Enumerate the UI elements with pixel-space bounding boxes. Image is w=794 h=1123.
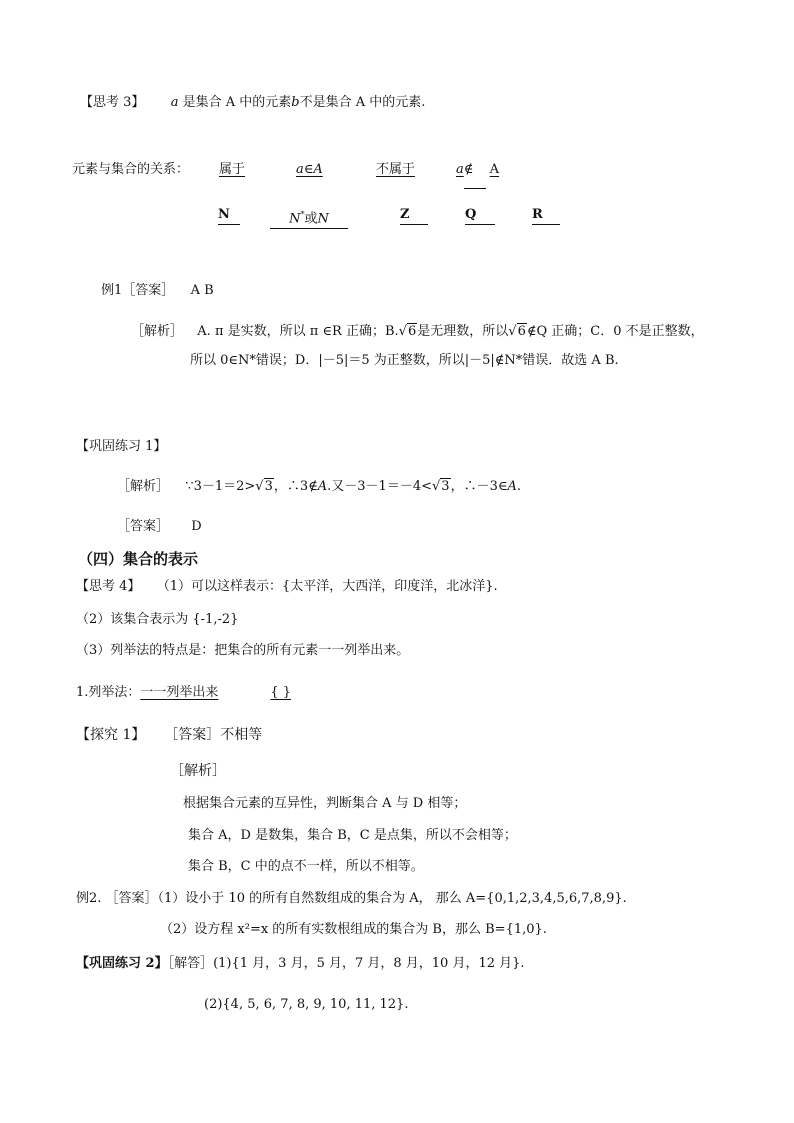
var-b: b xyxy=(291,95,300,110)
think3-label: 【思考 3】 xyxy=(80,95,145,110)
relation-underline xyxy=(464,188,486,189)
think3-line xyxy=(80,94,425,112)
ex1-analysis-line2: 所以 0∈N*错误；D．|－5|＝5 为正整数，所以|－5|∉N*错误．故选 A B. xyxy=(190,353,619,368)
set-Z: Z xyxy=(400,206,428,225)
sqrt-3: √3 xyxy=(255,479,273,494)
practice2-l2: (2){4, 5, 6, 7, 8, 9, 10, 11, 12}. xyxy=(204,997,409,1012)
ex1-answer: A B xyxy=(190,283,214,298)
think3-end: 不是集合 A 中的元素. xyxy=(299,95,426,110)
explore1-l1: 根据集合元素的互异性，判断集合 A 与 D 相等； xyxy=(183,796,467,811)
set-N: N xyxy=(218,206,240,225)
ex1-answer-line xyxy=(101,282,214,300)
ex2-l2: （2）设方程 x²=x 的所有实数根组成的集合为 B，那么 B={1,0}. xyxy=(160,922,547,937)
ex1-label: 例1［答案］ xyxy=(101,283,175,298)
ex2-l1: 例2. ［答案］（1）设小于 10 的所有自然数组成的集合为 A， 那么 A={0,1,2,3,4,5,6,7,8,9}. xyxy=(76,891,627,906)
section4-title: （四）集合的表示 xyxy=(78,550,199,568)
ex1-analysis-line1: ［解析］ A. π 是实数，所以 π ∈R 正确；B.√6是无理数，所以√6∉Q 正确；C．0 不是正整数， xyxy=(131,324,704,339)
not-belong-symbol: ∉ xyxy=(463,162,474,177)
ex1-analysis-label: ［解析］ xyxy=(131,324,184,339)
enum-method-line: 1.列举法：一一列举出来 { } xyxy=(76,685,292,700)
sqrt-6: √6 xyxy=(398,324,417,339)
think4-line3: （3）列举法的特点是：把集合的所有元素一一列举出来。 xyxy=(76,643,410,658)
relation-not-belong-expr xyxy=(456,161,499,179)
set-R: R xyxy=(532,206,560,225)
practice1-answer: ［答案］ D xyxy=(117,519,202,534)
think3-mid: 是集合 A 中的元素 xyxy=(182,95,292,110)
practice1-title: 【巩固练习 1】 xyxy=(76,439,167,454)
relation-not-belong: 不属于 xyxy=(376,162,416,177)
explore1-l2: 集合 A，D 是数集，集合 B，C 是点集，所以不会相等； xyxy=(188,828,517,843)
not-belong-A: A xyxy=(489,162,500,177)
explore1-l3: 集合 B，C 中的点不一样，所以不相等。 xyxy=(188,859,424,874)
sqrt-3b: √3 xyxy=(432,479,450,494)
var-a: a xyxy=(170,95,179,110)
explore1-analysis-label: ［解析］ xyxy=(170,763,226,779)
relation-label: 元素与集合的关系： xyxy=(72,162,190,177)
think4-line2: （2）该集合表示为 {-1,-2} xyxy=(76,612,239,627)
explore1-line: 【探究 1】 ［答案］不相等 xyxy=(76,727,263,743)
not-belong-a: a xyxy=(456,162,464,177)
practice2-l1: 【巩固练习 2】［解答］(1){1 月，3 月，5 月，7 月，8 月，10 月，12 月}. xyxy=(76,956,525,971)
sqrt-6b: √6 xyxy=(508,324,526,339)
set-Nstar-or-Nplus: N*或N xyxy=(270,206,348,229)
set-Q: Q xyxy=(465,206,495,225)
think4-line1: 【思考 4】 （1）可以这样表示：{太平洋，大西洋，印度洋，北冰洋}. xyxy=(76,579,498,594)
practice1-analysis: ［解析］ ∵3－1＝2>√3，∴3∉A.又－3－1＝－4<√3，∴－3∈A. xyxy=(117,479,522,494)
relation-belong: 属于 xyxy=(219,162,246,177)
relation-belong-expr: a∈A xyxy=(296,162,323,177)
